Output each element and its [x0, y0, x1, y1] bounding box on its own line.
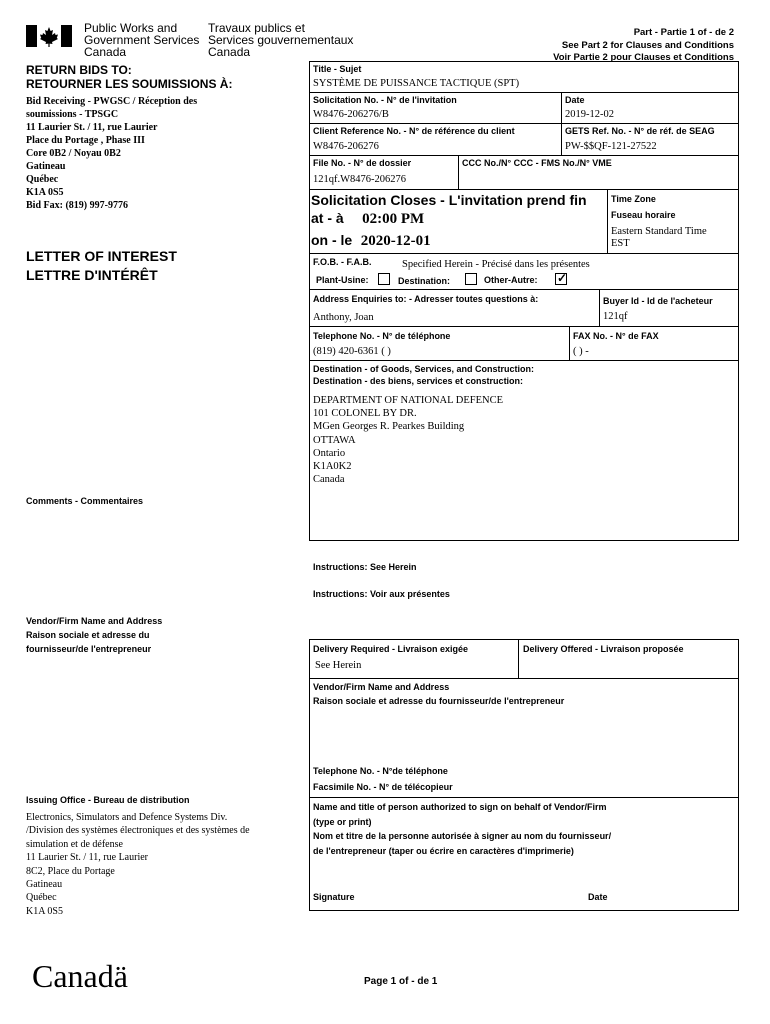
see-part-en: See Part 2 for Clauses and Conditions	[561, 39, 734, 51]
fax-label: FAX No. - N° de FAX	[573, 331, 659, 341]
fax-value: ( ) -	[573, 346, 589, 357]
plant-checkbox[interactable]	[378, 273, 390, 285]
closes-date: 2020-12-01	[360, 233, 431, 249]
closes-heading: Solicitation Closes - L'invitation prend fin	[311, 192, 587, 208]
gets-ref-label: GETS Ref. No. - N° de réf. de SEAG	[565, 126, 715, 136]
vendor-box-label-fr: Raison sociale et adresse du fournisseur/de l'entrepreneur	[313, 696, 565, 706]
buyer-id-label: Buyer Id - Id de l'acheteur	[603, 296, 713, 306]
fob-destination-label: Destination:	[398, 276, 451, 286]
vendor-left-label: Vendor/Firm Name and Address Raison sociale et adresse du fournisseur/de l'entrepreneur	[26, 616, 163, 654]
dept-fr-line-1: Travaux publics et	[208, 21, 305, 35]
instructions-en: Instructions: See Herein	[313, 562, 417, 572]
destination-label-en: Destination - of Goods, Services, and Construction:	[313, 364, 535, 374]
client-ref-value: W8476-206276	[313, 141, 379, 152]
issuing-office-address: Electronics, Simulators and Defence Systems Div. /Division des systèmes électroniques et des systèmes de simulation et de défense 11 Laurier St. / 11, rue Laurier 8C2, Place du Portage Gatineau Québec K1A 0S5	[26, 812, 250, 917]
page-number: Page 1 of - de 1	[364, 976, 438, 987]
vendor-fax-label: Facsimile No. - N° de télécopieur	[313, 782, 453, 792]
buyer-id-value: 121qf	[603, 311, 628, 322]
file-no-value: 121qf.W8476-206276	[313, 174, 407, 185]
fob-other-label: Other-Autre:	[484, 275, 538, 285]
fob-label: F.O.B. - F.A.B.	[313, 257, 372, 267]
check-mark-icon: ✓	[557, 271, 568, 285]
issuing-office-label: Issuing Office - Bureau de distribution	[26, 795, 190, 805]
government-wordmark	[26, 22, 366, 62]
title-value: SYSTÈME DE PUISSANCE TACTIQUE (SPT)	[313, 78, 520, 89]
dept-fr-line-2: Services gouvernementaux	[208, 33, 354, 47]
dept-en-line-3: Canada	[84, 45, 127, 59]
return-bids-address: Bid Receiving - PWGSC / Réception des soumissions - TPSGC 11 Laurier St. / 11, rue Laurier Place du Portage , Phase III Core 0B2 / Noyau 0B2 Gatineau Québec K1A 0S5 Bid Fax: (819) 997-9776	[26, 96, 198, 211]
closes-at-label: at - à	[311, 210, 344, 226]
instructions-fr: Instructions: Voir aux présentes	[313, 589, 450, 599]
closes-time: 02:00 PM	[362, 211, 425, 227]
signature-label: Signature	[313, 892, 355, 902]
ccc-label: CCC No./N° CCC - FMS No./N° VME	[462, 158, 612, 168]
see-part-fr: Voir Partie 2 pour Clauses et Conditions	[553, 52, 734, 63]
address-enquiries-label: Address Enquiries to: - Adresser toutes questions à:	[313, 294, 539, 304]
dept-en-line-1: Public Works and	[84, 21, 178, 35]
vendor-box-label-en: Vendor/Firm Name and Address	[313, 682, 450, 692]
comments-label: Comments - Commentaires	[26, 496, 144, 506]
solicitation-value: W8476-206276/B	[313, 109, 389, 120]
letter-of-interest-fr: LETTRE D'INTÉRÊT	[26, 267, 158, 283]
title-label: Title - Sujet	[313, 64, 362, 74]
date-value: 2019-12-02	[565, 109, 614, 120]
canada-wordmark: Canadä	[32, 958, 128, 994]
telephone-value: (819) 420-6361 ( )	[313, 346, 391, 357]
time-zone-value-2: EST	[611, 238, 630, 249]
closes-on-label: on - le	[311, 232, 353, 248]
date-sign-label: Date	[588, 892, 608, 902]
letter-of-interest-en: LETTER OF INTEREST	[26, 248, 177, 264]
destination-checkbox[interactable]	[465, 273, 477, 285]
canada-flag-icon	[26, 25, 72, 47]
delivery-required-value: See Herein	[315, 660, 362, 671]
solicitation-label: Solicitation No. - N° de l'invitation	[313, 95, 457, 105]
gets-ref-value: PW-$$QF-121-27522	[565, 141, 657, 152]
address-enquiries-value: Anthony, Joan	[313, 312, 374, 323]
vendor-phone-label: Telephone No. - N°de téléphone	[313, 766, 448, 776]
time-zone-label-en: Time Zone	[611, 194, 656, 204]
destination-address: DEPARTMENT OF NATIONAL DEFENCE 101 COLONEL BY DR. MGen Georges R. Pearkes Building OTTAWA Ontario K1A0K2 Canada	[313, 395, 504, 486]
other-checkbox[interactable]	[555, 273, 567, 285]
return-bids-title-fr: RETOURNER LES SOUMISSIONS À:	[26, 77, 233, 91]
date-label: Date	[565, 95, 585, 105]
delivery-required-label: Delivery Required - Livraison exigée	[313, 644, 469, 654]
telephone-label: Telephone No. - N° de téléphone	[313, 331, 451, 341]
time-zone-label-fr: Fuseau horaire	[611, 210, 676, 220]
time-zone-value-1: Eastern Standard Time	[611, 226, 707, 237]
part-line: Part - Partie 1 of - de 2	[633, 27, 734, 38]
delivery-offered-label: Delivery Offered - Livraison proposée	[523, 644, 684, 654]
fob-plant-label: Plant-Usine:	[316, 275, 369, 285]
authorized-person-text: Name and title of person authorized to sign on behalf of Vendor/Firm (type or print) Nom et titre de la personne autorisée à signer au nom du fournisseur/ de l'entrepreneur (taper ou écrire en caractères d'imprimerie)	[313, 802, 612, 856]
file-no-label: File No. - N° de dossier	[313, 158, 412, 168]
dept-en-line-2: Government Services	[84, 33, 200, 47]
return-bids-title-en: RETURN BIDS TO:	[26, 63, 132, 77]
fob-value: Specified Herein - Précisé dans les présentes	[402, 259, 590, 270]
destination-label-fr: Destination - des biens, services et construction:	[313, 376, 524, 386]
dept-fr-line-3: Canada	[208, 45, 251, 59]
client-ref-label: Client Reference No. - N° de référence du client	[313, 126, 515, 136]
